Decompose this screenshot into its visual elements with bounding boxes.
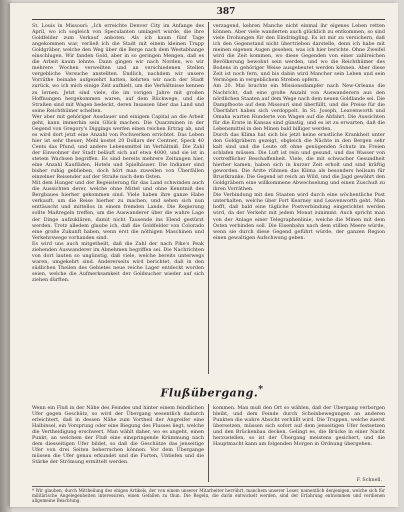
paragraph: St. Louis in Missouri: „Ich erreichte Denver City im Anfange des April, wo ich sogleich von Speculanten umlagert wurde, die ihre Goldfelder zum Verkauf anboten. Als ich kaum fünf Tage angekommen war, verließ ich die Stadt mit einem kleinen Trupp Goldgräber, welche den Weg über die Berge nach dem Westabhange einschlugen. Wir fanden Gold, aber in so geringen Mengen, daß es die Arbeit kaum lohnte. Dann gingen wir nach Norden, wo wir mehrere Wochen verweilten und an verschiedenen Stellen vergebliche Versuche anstellten. Endlich, nachdem wir unsere Vorräthe beinahe aufgezehrt hatten, kehrten wir nach der Stadt zurück, wo ich mich einige Zeit aufhielt, um die Verhältnisse kennen zu lernen. Jetzt sind viele, die im vorigen Jahre mit großen Hoffnungen hergekommen waren, auf dem Rückwege, und die Straßen sind mit Wagen bedeckt, deren Insassen über das Land und seine Reichthümer schelten. [32, 23, 204, 114]
header-rule [32, 19, 385, 20]
paragraph: Wenn ein Fluß in der Nähe des Feindes und hinter einem feindlichen Ufer gegen Geschütz, so wird der Übergang wesentlich dadurch erleichtert, daß in dessen Nähe zum Vortheil der Angreifer eine Halbinsel, ein Vorsprung oder eine Biegung des Flusses liegt, welche die Vertheidigung erschwert. Man wählt daher, wo es angeht, einen Punkt, an welchem der Fluß eine einspringende Krümmung nach dem diesseitigen Ufer bildet, so daß die Geschütze das jenseitige Ufer von drei Seiten beherrschen können. Vor dem Übergange müssen die Ufer genau erkundet und die Furten, Untiefen und die Stärke der Strömung ermittelt werden. [32, 405, 204, 466]
author-signature: F. Schnell. [356, 478, 382, 483]
upper-left-column [32, 23, 204, 380]
paragraph: verzagend, kehren Manche nicht einmal ihr eigenes Leben retten können. Aber viele wanderten auch glücklich zu entkommen, so sind viele Drohungen für den Eindringling. Es ist mir zu versichern, daß ich den Gegenstand nicht übertrieben darstelle, denn ich habe mit meinen eigenen Augen gesehen, was ich hier berichte. Ohne Zweifel wird die Zeit kommen, wo diese Gegenden von einer zahlreichen Bevölkerung bewohnt sein werden, und wo die Reichthümer des Bodens in gehöriger Weise ausgebeutet werden können. Aber diese Zeit ist noch fern, und bis dahin wird Mancher sein Leben und sein Vermögen in vergeblichem Streben opfern. [213, 23, 385, 84]
paragraph: Durch das Klima hat sich bis jetzt keine ernstliche Krankheit unter den Goldgräbern gezeigt, obgleich die Nächte in den Bergen sehr kalt sind und die Leute oft ohne genügenden Schutz im Freien schlafen müssen. Die Luft ist rein und gesund, und das Wasser von vortrefflicher Beschaffenheit. Viele, die mit schwacher Gesundheit hierher kamen, haben sich in kurzer Zeit erholt und sind kräftig geworden. Die Ärzte rühmen das Klima als besonders heilsam für Brustkranke. Die Gegend ist reich an Wild, und die Jagd gewährt den Goldgräbern eine willkommene Abwechselung und einen Zuschuß zu ihren Vorräthen. [213, 131, 385, 193]
section-title: Flußübergang. [160, 386, 259, 400]
column-divider-lower [208, 404, 209, 482]
paragraph: kommen. Man muß den Ort so wählen, daß der Übergang verborgen bleibt, und dem Feinde durch Scheinbewegungen an anderen Punkten die wahre Absicht verhüllt wird. Die Truppen, welche zuerst übersetzen, müssen sich sofort auf dem jenseitigen Ufer festsetzen und den Brückenbau decken. Gelingt es, die Brücke in einer Nacht herzustellen, so ist der Übergang meistens gesichert, und die Hauptmacht kann am folgenden Morgen in Ordnung übergehen. [213, 405, 385, 448]
paragraph: Am 20. Mai brachte ein Missionsdampfer nach New-Orleans die Nachricht, daß eine große Anzahl von Auswanderern aus den nördlichen Staaten auf dem Wege nach dem neuen Goldlande sei. Die Dampfboote auf dem Missouri sind überfüllt, und die Preise für die Überfahrt haben sich verdoppelt. In St. Joseph, Leavenworth und Omaha warten Hunderte von Wagen auf die Abfahrt. Die Aussichten für die Ernte in Kansas sind günstig, und es ist zu erwarten, daß die Lebensmittel in den Minen bald billiger werden. [213, 83, 385, 132]
paragraph: Mit dem Hunger und der Begeisterung für das Land schwinden auch die Aussichten derer, welche ohne Mittel und ohne Kenntniß des Bergbaues hierher gekommen sind. Viele haben ihre ganze Habe verkauft, um die Reise hierher zu machen, und sehen sich nun enttäuscht und mittellos in einem fremden Lande. Die Regierung sollte Maßregeln treffen, um die Auswanderer über die wahre Lage der Dinge aufzuklären, damit nicht Tausende ins Elend gestürzt werden. Trotz alledem glaube ich, daß die Goldfelder von Colorado eine große Zukunft haben, wenn erst die nöthigen Maschinen und Verkehrswege vorhanden sind. [32, 180, 204, 241]
lower-left-column [32, 405, 204, 483]
upper-right-column [213, 23, 385, 375]
column-divider [208, 22, 209, 374]
footnote-rule [32, 486, 385, 487]
section-heading [132, 384, 292, 400]
paragraph: Es wird uns auch mitgetheilt, daß die Zahl der nach Pike's Peak ziehenden Auswanderer im Abnehmen begriffen sei. Die Nachrichten von dort lauten so ungünstig, daß viele, welche bereits unterwegs waren, umgekehrt sind. Andererseits wird berichtet, daß in den südlichen Theilen des Gebietes neue reiche Lager entdeckt worden seien, welche die Aufmerksamkeit der Goldsucher wieder auf sich ziehen dürften. [32, 240, 204, 283]
lower-right-column [213, 405, 385, 483]
paragraph: Die Verbindung mit den Staaten wird durch eine wöchentliche Post unterhalten, welche über Fort Kearney und Leavenworth geht. Man hofft, daß bald eine tägliche Postverbindung eingerichtet werden wird, da der Verkehr mit jedem Monat zunimmt. Auch spricht man von der Anlage einer Telegraphenlinie, welche die Minen mit dem Osten verbinden soll. Die Eisenbahn nach dem stillen Meere würde, wenn sie durch diese Gegend geführt würde, der ganzen Region einen gewaltigen Aufschwung geben. [213, 192, 385, 241]
footnote-marker: * [258, 384, 264, 395]
paragraph: Wer aber mit gehöriger Ausdauer und einigem Capital an die Arbeit geht, kann immerhin sein Glück machen. Die Quarzminen in der Gegend von Gregory's Diggings werfen einen reichen Ertrag ab, und es wird dort jetzt eine Anzahl von Pochwerken errichtet. Das Leben hier ist sehr theuer; Mehl kostet 20 Dollars der Centner, Speck 40 Cents das Pfund, und andere Lebensmittel im Verhältniß. Die Zahl der Einwohner der Stadt beläuft sich auf etwa 4000, und sie ist in stetem Wachsen begriffen. Es sind bereits mehrere Zeitungen hier, eine Anzahl Kaufläden, Hotels und Spielhäuser. Die Indianer sind bisher ruhig geblieben, doch hört man zuweilen von Überfällen einzelner Reisender auf der Straße nach dem Osten. [32, 113, 204, 181]
page-number: 387 [216, 7, 236, 17]
footnote: * Wir glauben, durch Mittheilung des obigen Artikels, der von einem unserer Mitarbeiter herrührt, manchem unserer Leser, namentlich denjenigen, welche sich für militärische Angelegenheiten interessiren, einen Gefallen zu thun. Die Regeln, die darin entwickelt werden, sind der Erfahrung entnommen und verdienen allgemeine Beachtung. [32, 488, 385, 504]
